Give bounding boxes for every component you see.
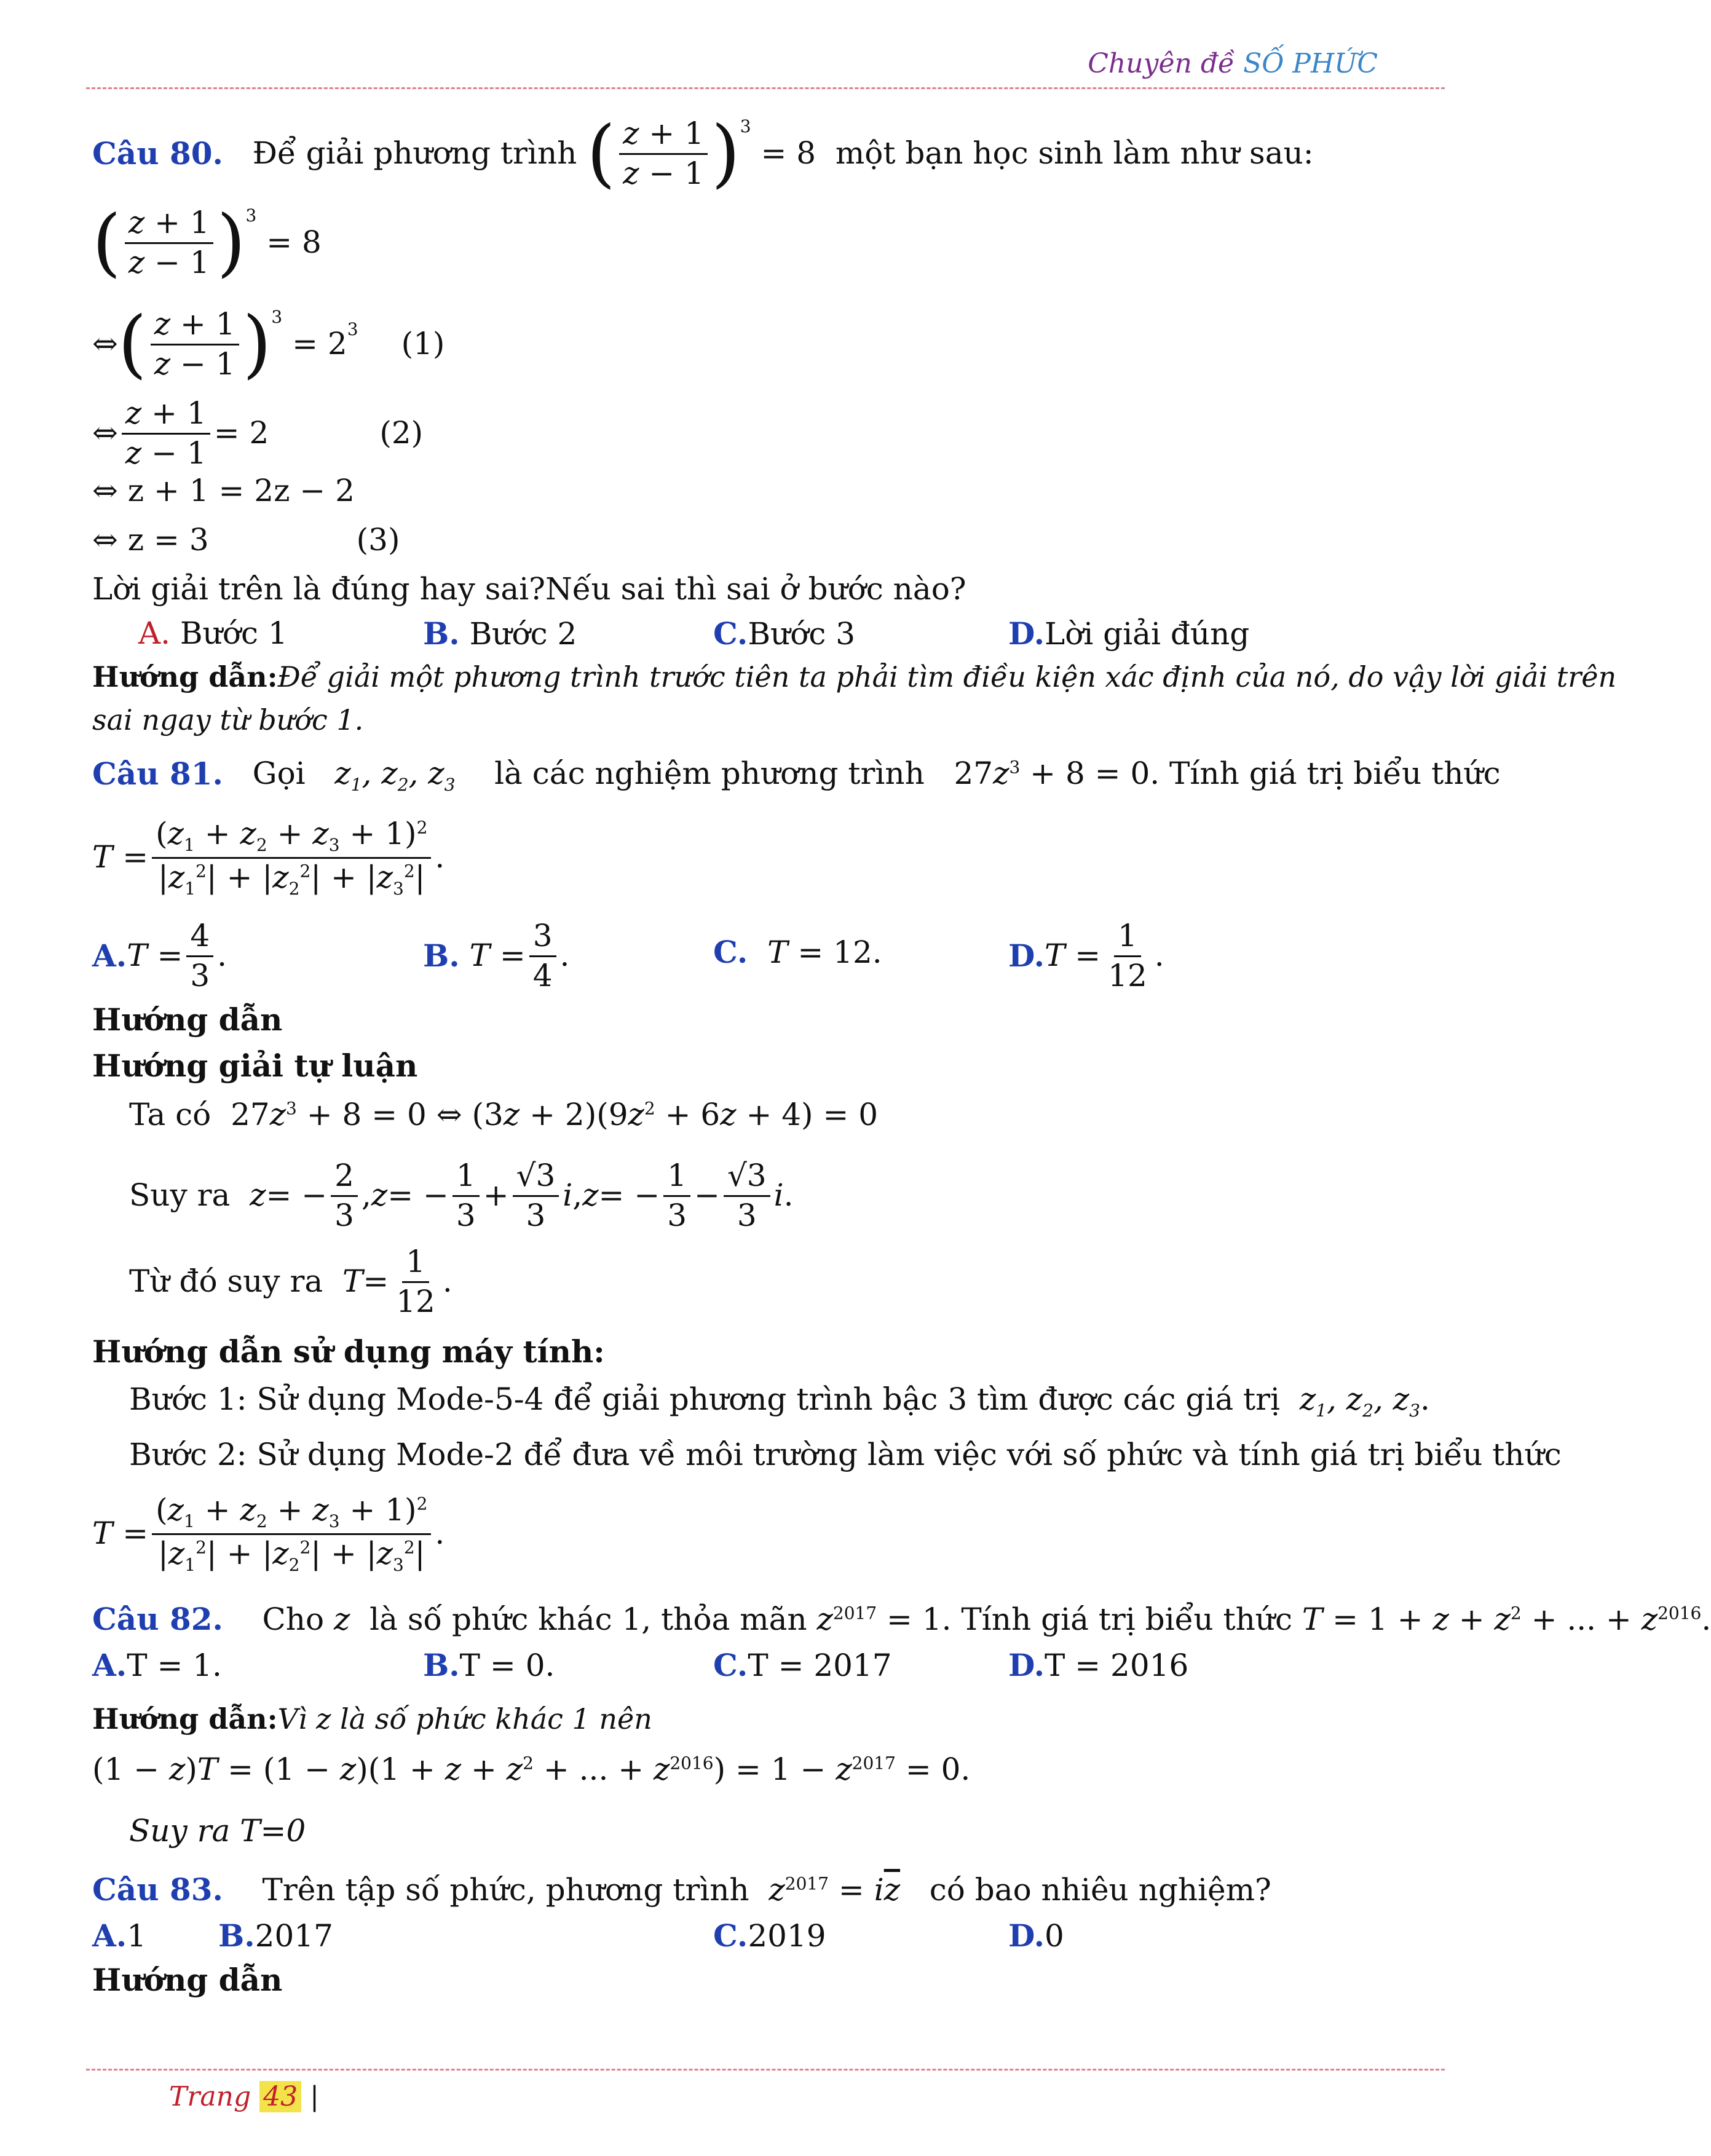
q83-option-b[interactable]: B.2017 [218, 1917, 333, 1954]
q81-roots: Suy ra z = − $\frac{2}{3}$ , z = − $\frac{1}{3}$ + $\frac{√3}{3}$ i , z = − $\frac{1}{3}$ − $\frac{√3}{3}$ i . [129, 1158, 794, 1233]
q81-expression: T = $\frac{(z_1 + z_2 + z_3 + 1)^2}{|z_1^2| + |z_2^2| + |z_3^2|}$ . [92, 816, 445, 899]
header-rule [86, 87, 1445, 89]
q81-calc-step1: Bước 1: Sử dụng Mode-5-4 để giải phương trình bậc 3 tìm được các giá trị $z_1$, $z_2$, $z_3$. [129, 1381, 1430, 1421]
q80-option-d[interactable]: D.Lời giải đúng [1008, 615, 1250, 652]
q81-option-c[interactable]: C. T = 12. [713, 934, 882, 970]
q81-expression-2: T = $\frac{(z_1 + z_2 + z_3 + 1)^2}{|z_1^2| + |z_2^2| + |z_3^2|}$ . [92, 1492, 445, 1575]
page-number: 43 [259, 2081, 301, 2112]
q80-step0: ( $\frac{z + 1}{z - 1}$ ) $^3$ = 8 [92, 200, 322, 285]
q80-option-c[interactable]: C.Bước 3 [713, 615, 856, 652]
q81-result: Từ đó suy ra T = $\frac{1}{12}$ . [129, 1244, 452, 1319]
q81-factor: Ta có $27z^3 + 8 = 0$ ⇔ $(3z + 2)(9z^2 + 6z + 4) = 0$ [129, 1097, 879, 1132]
page-footer: Trang 43 | [169, 2081, 319, 2112]
q83-option-c[interactable]: C.2019 [713, 1917, 826, 1954]
q80-step1: ⇔ ( $\frac{z + 1}{z - 1}$ ) $^3$ = 2 $_3$ (1) [92, 301, 445, 387]
q80-option-a[interactable]: A. Bước 1 [138, 615, 288, 651]
q81-calc: Hướng dẫn sử dụng máy tính: [92, 1333, 605, 1370]
page-header: Chuyên đề SỐ PHỨC [1088, 48, 1378, 79]
q80-step2: ⇔ $\frac{z + 1}{z - 1}$ = 2 (2) [92, 395, 424, 471]
q80-guide-cont: sai ngay từ bước 1. [92, 703, 364, 736]
q82-derivation: $(1 - z)T = (1 - z)(1 + z + z^2$ + ... + $z^{2016}) = 1 - z^{2017} = 0$. [92, 1751, 971, 1787]
q80-question: Lời giải trên là đúng hay sai?Nếu sai thì sai ở bước nào? [92, 571, 966, 607]
q81-calc-step2: Bước 2: Sử dụng Mode-2 để đưa về môi trường làm việc với số phức và tính giá trị biểu thức [129, 1437, 1562, 1472]
q80-stem: Câu 80. Để giải phương trình ( $\frac{z + 1}{z - 1}$ ) $^3$ = 8 một bạn học sinh làm như sau: [92, 111, 1314, 196]
q81-guide: Hướng dẫn [92, 1001, 283, 1038]
q83-guide: Hướng dẫn [92, 1962, 283, 1998]
q81-option-b[interactable]: B. T = $\frac{3}{4}$ . [423, 918, 570, 993]
q80-step4: ⇔ z = 3 (3) [92, 522, 400, 558]
q81-guide-free: Hướng giải tự luận [92, 1048, 418, 1084]
q82-conclusion: Suy ra T=0 [129, 1813, 306, 1849]
q83-option-a[interactable]: A.1 [92, 1917, 147, 1954]
q81-option-d[interactable]: D. T = $\frac{1}{12}$ . [1008, 918, 1164, 993]
q83-stem: Câu 83. Trên tập số phức, phương trình $z^{2017} = i\overline{z}$ có bao nhiêu nghiệm? [92, 1871, 1271, 1908]
q82-guide: Hướng dẫn:Vì z là số phức khác 1 nên [92, 1702, 652, 1735]
q80-label: Câu 80. [92, 135, 223, 172]
q80-step3: ⇔ z + 1 = 2z − 2 [92, 473, 355, 508]
footer-rule [86, 2069, 1445, 2071]
q83-option-d[interactable]: D.0 [1008, 1917, 1064, 1954]
q82-option-d[interactable]: D.T = 2016 [1008, 1647, 1189, 1683]
q81-option-a[interactable]: A. T = $\frac{4}{3}$ . [92, 918, 227, 993]
q81-stem: Câu 81. Gọi $z_1$, $z_2$, $z_3$ là các nghiệm phương trình $27z^3 + 8 = 0$ . Tính giá trị biểu thức [92, 756, 1501, 795]
q80-guide: Hướng dẫn:Để giải một phương trình trước tiên ta phải tìm điều kiện xác định của nó, do vậy lời giải trên [92, 660, 1617, 693]
q82-option-c[interactable]: C.T = 2017 [713, 1647, 892, 1683]
q82-option-a[interactable]: A.T = 1. [92, 1647, 222, 1683]
q80-option-b[interactable]: B. Bước 2 [423, 615, 577, 652]
q82-stem: Câu 82. Cho z là số phức khác 1, thỏa mãn $z^{2017} = 1$. Tính giá trị biểu thức $T = 1 + z + z^2$ + ... + $z^{2016}$. [92, 1601, 1711, 1637]
q82-option-b[interactable]: B.T = 0. [423, 1647, 555, 1683]
